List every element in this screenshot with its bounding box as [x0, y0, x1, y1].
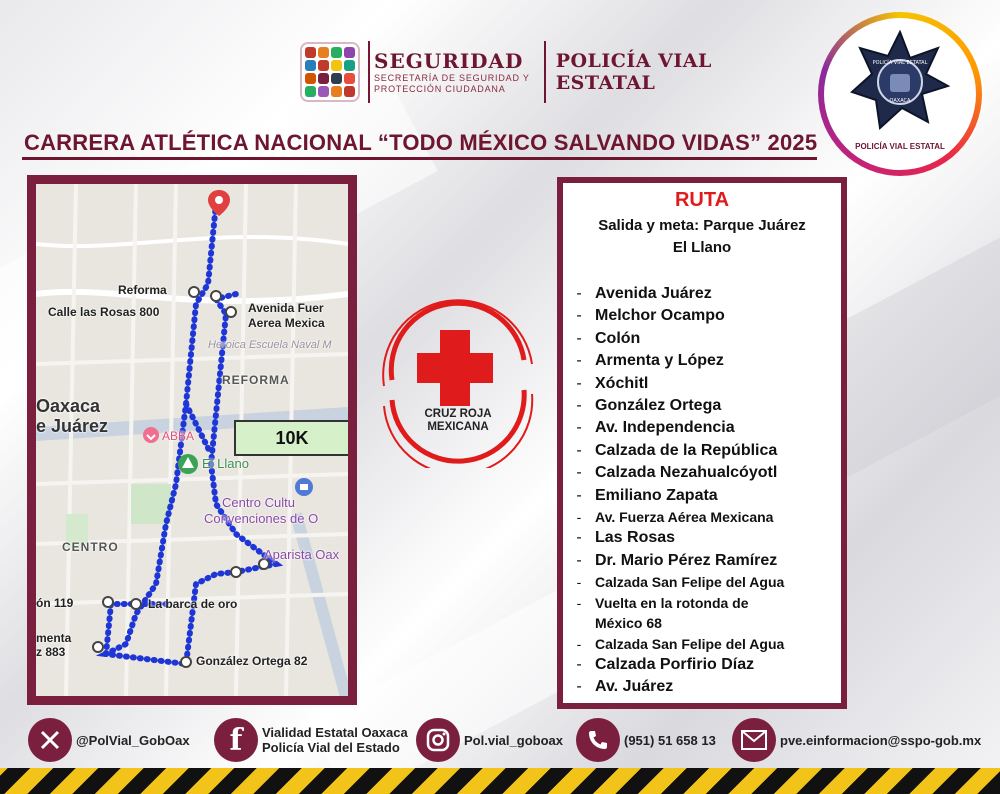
svg-text:POLICÍA VIAL ESTATAL: POLICÍA VIAL ESTATAL — [872, 60, 928, 66]
route-item-label: Armenta y López — [595, 352, 724, 370]
phone-icon — [576, 718, 620, 762]
seguridad-logo-icon — [300, 42, 360, 102]
map-label-colon-119: ón 119 — [36, 596, 74, 610]
route-item — [563, 507, 841, 527]
pve-title-line-2: ESTATAL — [555, 72, 656, 94]
map-label-armenta-2: z 883 — [36, 645, 66, 659]
header — [300, 38, 712, 106]
email-contact[interactable] — [732, 716, 981, 764]
phone-contact[interactable] — [576, 716, 716, 764]
instagram-icon — [416, 718, 460, 762]
brand-title: SEGURIDAD — [374, 49, 524, 73]
route-dash: - — [576, 307, 582, 325]
route-item — [563, 527, 841, 549]
cruz-roja-label — [374, 408, 542, 434]
red-cross-icon — [374, 290, 542, 468]
police-star-icon — [850, 30, 950, 130]
map-label-escuela-naval: Heroica Escuela Naval M — [208, 339, 332, 351]
svg-text:OAXACA: OAXACA — [889, 98, 911, 104]
x-contact[interactable] — [28, 716, 190, 764]
route-map — [36, 184, 348, 696]
route-item — [563, 676, 841, 698]
route-item — [563, 572, 841, 592]
route-item-label: Emiliano Zapata — [595, 486, 718, 504]
route-dash: - — [576, 397, 582, 415]
route-item-label: González Ortega — [595, 397, 722, 415]
route-dash: - — [576, 529, 582, 547]
map-label-barca-oro: La barca de oro — [148, 597, 238, 611]
route-item — [563, 350, 841, 372]
route-subtitle-1: Salida y meta: Parque Juárez — [598, 217, 806, 234]
route-dash: - — [576, 551, 582, 569]
route-subtitle-2: El Llano — [672, 239, 732, 256]
map-label-reforma-stop: Reforma — [118, 283, 167, 297]
route-item — [563, 395, 841, 417]
route-item — [563, 462, 841, 484]
cruz-roja-line-1: CRUZ ROJA — [424, 408, 492, 420]
map-label-el-llano: El Llano — [202, 456, 249, 471]
route-dash: - — [576, 329, 582, 347]
route-panel — [557, 177, 847, 709]
route-item — [563, 485, 841, 507]
route-dash: - — [576, 464, 582, 482]
route-item — [563, 654, 841, 676]
brand-subtitle-2: PROTECCIÓN CIUDADANA — [374, 84, 506, 94]
route-dash: - — [576, 352, 582, 370]
map-label-reforma-district: REFORMA — [222, 373, 290, 387]
route-item-label: Calzada de la República — [595, 441, 778, 459]
route-item — [563, 373, 841, 395]
route-dash: - — [576, 285, 582, 302]
email-address: pve.einformacion@sspo-gob.mx — [780, 732, 982, 748]
route-item — [563, 328, 841, 350]
route-item-label: Calzada San Felipe del Agua — [595, 635, 785, 652]
route-item-label: Calzada Nezahualcóyotl — [595, 464, 778, 482]
footer-contacts — [28, 716, 982, 764]
map-label-abastos: ABBA — [162, 429, 195, 443]
email-icon — [732, 718, 776, 762]
route-title: RUTA — [674, 189, 730, 211]
route-map-panel — [27, 175, 357, 705]
map-label-centro-cultural-1: Centro Cultu — [222, 495, 295, 510]
route-item-label: Calzada Porfirio Díaz — [595, 655, 755, 673]
route-list — [563, 283, 841, 699]
facebook-line-1: Vialidad Estatal Oaxaca — [262, 725, 408, 740]
instagram-contact[interactable] — [416, 716, 563, 764]
pve-title-line-1: POLICÍA VIAL — [555, 50, 712, 72]
route-item — [563, 550, 841, 572]
route-item — [563, 613, 841, 633]
instagram-handle: Pol.vial_goboax — [464, 732, 563, 748]
map-label-calle-rosas: Calle las Rosas 800 — [48, 305, 160, 319]
route-dash: - — [576, 635, 582, 652]
route-item-label: Av. Fuerza Aérea Mexicana — [595, 509, 774, 526]
route-item-label: Dr. Mario Pérez Ramírez — [595, 551, 778, 569]
route-dash: - — [576, 441, 582, 459]
route-dash: - — [576, 486, 582, 504]
route-dash: - — [576, 574, 582, 591]
route-item-label: Av. Juárez — [595, 678, 674, 696]
map-label-centro: CENTRO — [62, 540, 119, 554]
map-label-avenida-fuerza-1: Avenida Fuer — [248, 301, 324, 315]
route-item — [563, 440, 841, 462]
route-item-label: Colón — [595, 329, 641, 347]
x-handle: @PolVial_GobOax — [76, 732, 190, 748]
header-divider — [544, 41, 546, 103]
route-item-label: Avenida Juárez — [595, 285, 712, 302]
x-icon — [28, 718, 72, 762]
page-title: CARRERA ATLÉTICA NACIONAL “TODO MÉXICO SALVANDO VIDAS” 2025 — [24, 130, 818, 155]
map-label-gonzalez-ortega: González Ortega 82 — [196, 654, 308, 668]
route-item — [563, 593, 841, 613]
route-item — [563, 305, 841, 327]
route-item-label: Calzada San Felipe del Agua — [595, 574, 785, 591]
facebook-icon: f — [214, 718, 258, 762]
police-badge — [818, 12, 982, 176]
brand-subtitle-1: SECRETARÍA DE SEGURIDAD Y — [374, 73, 530, 83]
route-dash: - — [576, 655, 582, 673]
route-dash: - — [576, 594, 582, 611]
phone-number: (951) 51 658 13 — [624, 732, 716, 748]
map-label-armenta-1: menta — [36, 631, 72, 645]
route-item-label: Las Rosas — [595, 529, 676, 547]
route-dash: - — [576, 509, 582, 526]
route-item — [563, 283, 841, 305]
cruz-roja-line-2: MEXICANA — [427, 421, 489, 433]
route-dash: - — [576, 678, 582, 696]
map-label-centro-cultural-2: Convenciones de O — [204, 511, 319, 526]
route-item-label: Melchor Ocampo — [595, 307, 725, 325]
pve-title — [556, 50, 712, 94]
route-item-label: Av. Independencia — [595, 419, 735, 437]
distance-badge: 10K — [234, 420, 348, 456]
seguridad-brand — [368, 41, 530, 103]
route-item-label: Vuelta en la rotonda de — [595, 594, 749, 611]
map-label-oaxaca-1: Oaxaca — [36, 396, 101, 416]
facebook-line-2: Policía Vial del Estado — [262, 740, 400, 755]
hazard-stripe — [0, 768, 1000, 794]
route-dash: - — [576, 374, 582, 392]
badge-label: POLICÍA VIAL ESTATAL — [855, 142, 945, 151]
map-label-aparista: Aparista Oax — [264, 547, 340, 562]
route-item — [563, 634, 841, 654]
title-underline — [22, 157, 817, 160]
route-item-label: México 68 — [595, 615, 662, 632]
facebook-contact[interactable] — [214, 716, 408, 764]
map-label-oaxaca-2: e Juárez — [36, 416, 109, 436]
route-item-label: Xóchitl — [595, 374, 649, 392]
route-dash: - — [576, 419, 582, 437]
map-label-avenida-fuerza-2: Aerea Mexica — [248, 316, 325, 330]
route-item — [563, 417, 841, 439]
